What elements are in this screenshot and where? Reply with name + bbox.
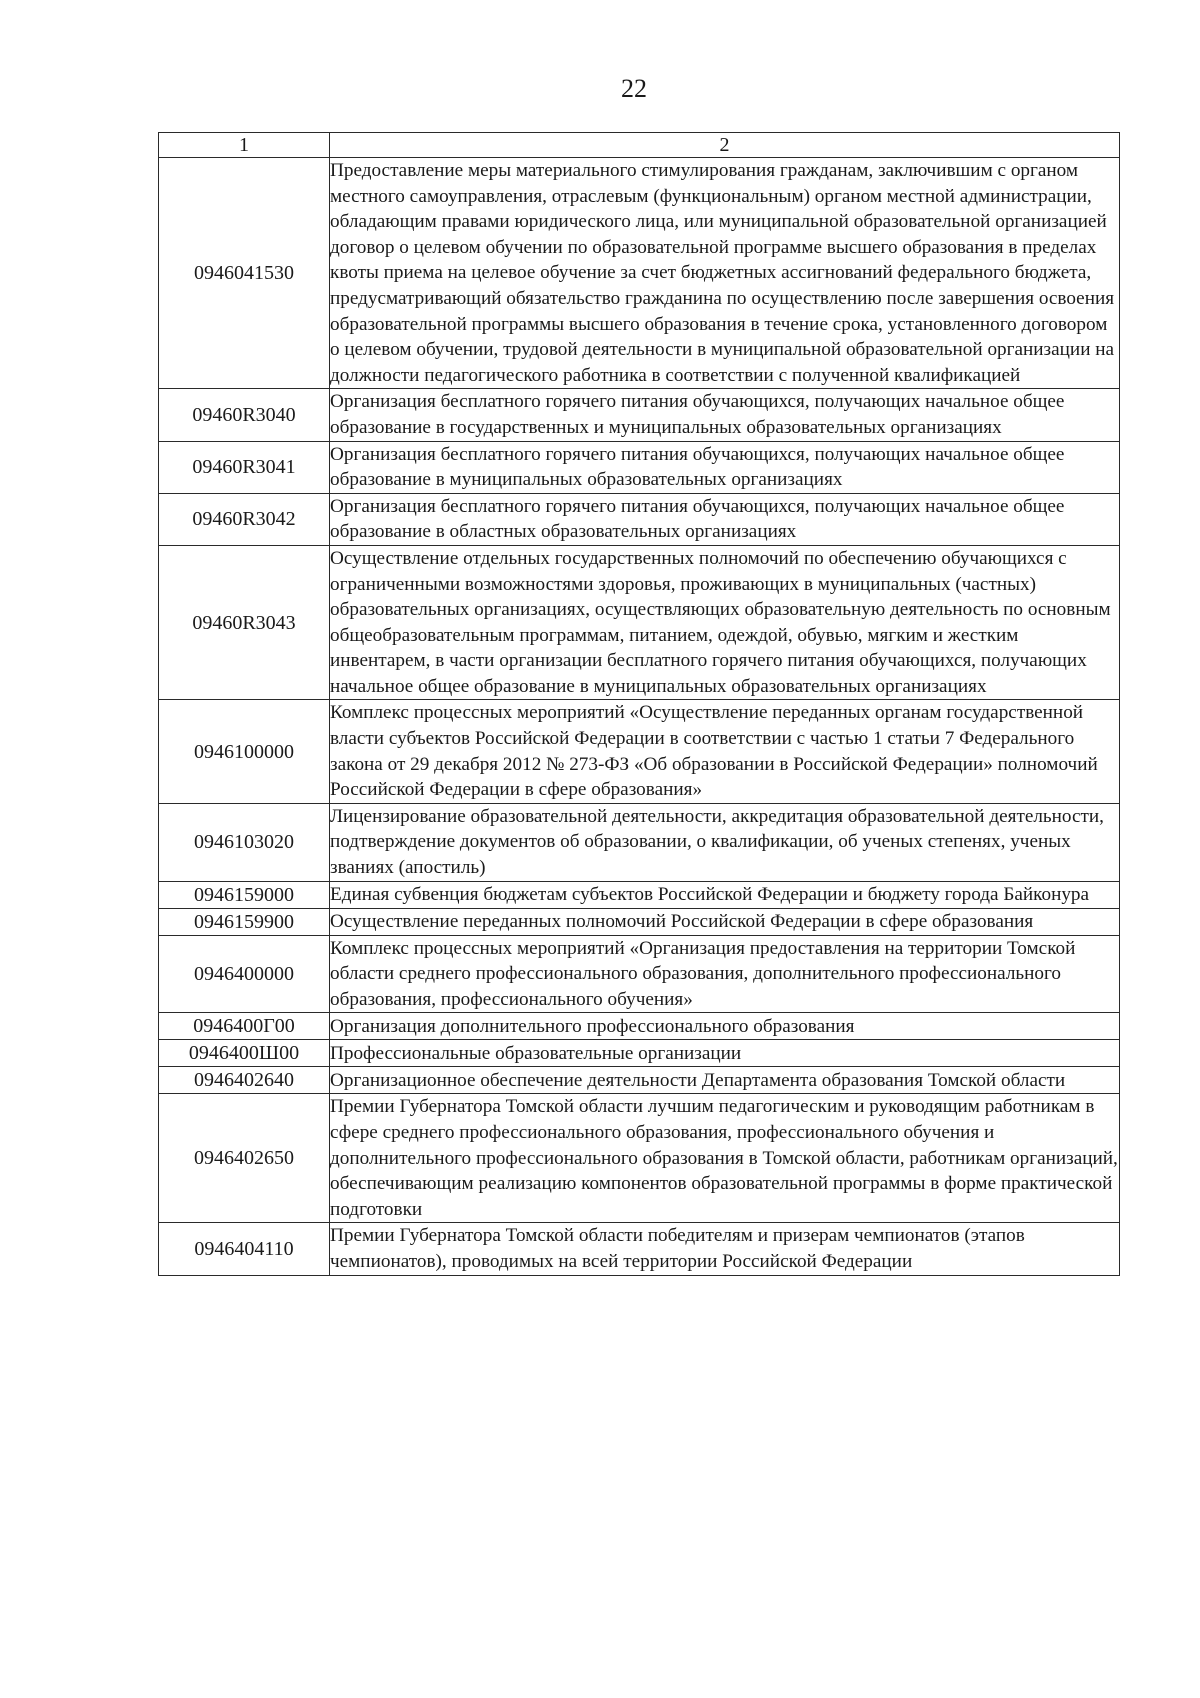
row-code: 0946404110 xyxy=(159,1223,330,1275)
row-code: 0946159900 xyxy=(159,908,330,935)
table-row xyxy=(159,1013,1120,1040)
row-description: Комплекс процессных мероприятий «Осуществление переданных органам государственной власти субъектов Российской Федерации в соответствии с частью 1 статьи 7 Федерального закона от 29 декабря 2012 № 273-ФЗ «Об образовании в Российской Федерации» полномочий Российской Федерации в сфере образования» xyxy=(330,700,1120,803)
row-code: 09460R3042 xyxy=(159,493,330,545)
table-row xyxy=(159,881,1120,908)
row-code: 0946400000 xyxy=(159,935,330,1013)
row-code: 0946100000 xyxy=(159,700,330,803)
row-code: 0946402650 xyxy=(159,1094,330,1223)
row-description: Премии Губернатора Томской области лучшим педагогическим и руководящим работникам в сфере среднего профессионального образования, профессионального обучения и дополнительного профессионального образования в Томской области, работникам организаций, обеспечивающим реализацию компонентов образовательной программы в форме практической подготовки xyxy=(330,1094,1120,1223)
row-code: 0946041530 xyxy=(159,158,330,389)
row-description: Организация бесплатного горячего питания обучающихся, получающих начальное общее образование в государственных и муниципальных образовательных организациях xyxy=(330,389,1120,441)
table-row xyxy=(159,1040,1120,1067)
row-description: Комплекс процессных мероприятий «Организация предоставления на территории Томской области среднего профессионального образования, дополнительного профессионального образования, профессионального обучения» xyxy=(330,935,1120,1013)
table-row xyxy=(159,935,1120,1013)
table-row xyxy=(159,441,1120,493)
row-description: Осуществление отдельных государственных полномочий по обеспечению обучающихся с ограниченными возможностями здоровья, проживающих в муниципальных (частных) образовательных организациях, осуществляющих образовательную деятельность по основным общеобразовательным программам, питанием, одеждой, обувью, мягким и жестким инвентарем, в части организации бесплатного горячего питания обучающихся, получающих начальное общее образование в муниципальных образовательных организациях xyxy=(330,545,1120,700)
table-row xyxy=(159,700,1120,803)
table-row xyxy=(159,1094,1120,1223)
table-row xyxy=(159,908,1120,935)
row-code: 0946103020 xyxy=(159,803,330,881)
column-header-description: 2 xyxy=(330,133,1120,158)
row-code: 0946400Г00 xyxy=(159,1013,330,1040)
column-header-code: 1 xyxy=(159,133,330,158)
row-description: Организационное обеспечение деятельности Департамента образования Томской области xyxy=(330,1067,1120,1094)
table-row xyxy=(159,1223,1120,1275)
table-row xyxy=(159,545,1120,700)
page-number: 22 xyxy=(621,74,647,103)
row-code: 09460R3040 xyxy=(159,389,330,441)
row-code: 0946400Ш00 xyxy=(159,1040,330,1067)
row-description: Профессиональные образовательные организации xyxy=(330,1040,1120,1067)
row-code: 0946402640 xyxy=(159,1067,330,1094)
table-row xyxy=(159,389,1120,441)
table-row xyxy=(159,803,1120,881)
row-description: Организация дополнительного профессионального образования xyxy=(330,1013,1120,1040)
row-code: 0946159000 xyxy=(159,881,330,908)
row-description: Организация бесплатного горячего питания обучающихся, получающих начальное общее образование в областных образовательных организациях xyxy=(330,493,1120,545)
table-row xyxy=(159,493,1120,545)
row-description: Единая субвенция бюджетам субъектов Российской Федерации и бюджету города Байконура xyxy=(330,881,1120,908)
table-row xyxy=(159,158,1120,389)
row-description: Премии Губернатора Томской области победителям и призерам чемпионатов (этапов чемпионатов), проводимых на всей территории Российской Федерации xyxy=(330,1223,1120,1275)
table-row xyxy=(159,1067,1120,1094)
row-description: Осуществление переданных полномочий Российской Федерации в сфере образования xyxy=(330,908,1120,935)
table-header-row xyxy=(159,133,1120,158)
row-description: Организация бесплатного горячего питания обучающихся, получающих начальное общее образование в муниципальных образовательных организациях xyxy=(330,441,1120,493)
budget-code-table xyxy=(158,132,1120,1276)
row-description: Предоставление меры материального стимулирования гражданам, заключившим с органом местного самоуправления, отраслевым (функциональным) органом местной администрации, обладающим правами юридического лица, или муниципальной образовательной организацией договор о целевом обучении по образовательной программе высшего образования в пределах квоты приема на целевое обучение за счет бюджетных ассигнований федерального бюджета, предусматривающий обязательство гражданина по осуществлению после завершения освоения образовательной программы высшего образования в течение срока, установленного договором о целевом обучении, трудовой деятельности в муниципальной образовательной организации на должности педагогического работника в соответствии с полученной квалификацией xyxy=(330,158,1120,389)
row-description: Лицензирование образовательной деятельности, аккредитация образовательной деятельности, подтверждение документов об образовании, о квалификации, об ученых степенях, ученых званиях (апостиль) xyxy=(330,803,1120,881)
row-code: 09460R3041 xyxy=(159,441,330,493)
row-code: 09460R3043 xyxy=(159,545,330,700)
